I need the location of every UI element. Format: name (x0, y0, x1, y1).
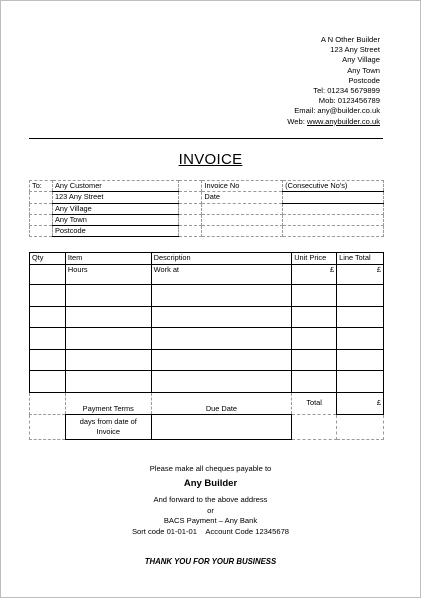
forward-line: And forward to the above address (153, 495, 268, 504)
table-row (30, 265, 384, 285)
invoice-header-table (29, 180, 384, 237)
sender-web (287, 117, 380, 127)
col-qty: Qty (30, 253, 66, 265)
empty-cell (30, 192, 53, 203)
due-date-value (151, 414, 292, 439)
spacer-cell (178, 192, 202, 203)
sender-web-link[interactable]: www.anybuilder.co.uk (306, 116, 380, 126)
bacs-line: BACS Payment – Any Bank (163, 516, 258, 525)
table-row (30, 349, 384, 371)
table-row (30, 285, 384, 307)
empty-cell (337, 414, 384, 439)
total-label: Total (292, 392, 337, 414)
qty-cell (30, 265, 66, 285)
empty-cell (202, 203, 283, 214)
sender-street: 123 Any Street (330, 45, 380, 55)
empty-cell (202, 214, 283, 225)
empty-cell (283, 214, 384, 225)
unit-price-cell: £ (292, 265, 337, 285)
empty-cell (283, 226, 384, 237)
empty-cell (30, 392, 66, 414)
or-line: or (207, 505, 214, 515)
date-label: Date (202, 192, 283, 203)
sender-tel: Tel: 01234 5679899 (313, 86, 380, 96)
col-unit-price: Unit Price (292, 253, 337, 265)
empty-cell (30, 214, 53, 225)
terms-value-row (30, 414, 384, 439)
terms-row (30, 392, 384, 414)
payment-terms-label: Payment Terms (65, 392, 151, 414)
date-value (283, 192, 384, 203)
to-label: To: (30, 181, 53, 192)
header-divider (29, 138, 383, 139)
thank-you-note: THANK YOU FOR YOUR BUSINESS (144, 557, 277, 566)
empty-cell (292, 414, 337, 439)
customer-name: Any Customer (52, 181, 178, 192)
col-description: Description (151, 253, 292, 265)
description-cell: Work at (151, 265, 292, 285)
account-code: Account Code 12345678 (205, 526, 290, 536)
sender-postcode: Postcode (348, 75, 380, 85)
customer-postcode: Postcode (52, 226, 178, 237)
sender-name: A N Other Builder (320, 35, 380, 44)
table-row (30, 306, 384, 328)
sort-code: Sort code 01-01-01 (131, 526, 197, 536)
table-row (30, 371, 384, 393)
empty-cell (30, 203, 53, 214)
customer-town: Any Town (52, 214, 178, 225)
due-date-label: Due Date (151, 392, 292, 414)
item-cell: Hours (65, 265, 151, 285)
line-total-cell: £ (337, 265, 384, 285)
spacer-cell (178, 214, 202, 225)
spacer-cell (178, 203, 202, 214)
payee-name: Any Builder (183, 477, 238, 489)
page-title: INVOICE (178, 151, 243, 168)
empty-cell (30, 226, 53, 237)
table-header-row (30, 253, 384, 265)
cheques-line: Please make all cheques payable to (149, 464, 272, 473)
sender-address (287, 35, 380, 127)
payment-instructions (1, 464, 420, 537)
line-items-table (29, 252, 384, 440)
spacer-cell (178, 181, 202, 192)
sender-town: Any Town (347, 65, 380, 75)
spacer-cell (178, 226, 202, 237)
invoice-no-label: Invoice No (202, 181, 283, 192)
customer-street: 123 Any Street (52, 192, 178, 203)
invoice-no-value: (Consecutive No's) (283, 181, 384, 192)
customer-village: Any Village (52, 203, 178, 214)
total-value: £ (337, 392, 384, 414)
col-line-total: Line Total (337, 253, 384, 265)
payment-terms-value: days from date of Invoice (65, 414, 151, 439)
sender-village: Any Village (342, 55, 380, 65)
col-item: Item (65, 253, 151, 265)
empty-cell (283, 203, 384, 214)
table-row (30, 328, 384, 350)
sender-web-label: Web: (287, 116, 307, 126)
sender-email: Email: any@builder.co.uk (294, 106, 380, 116)
empty-cell (202, 226, 283, 237)
empty-cell (30, 414, 66, 439)
sender-mob: Mob: 0123456789 (318, 96, 380, 106)
bank-details (1, 527, 420, 538)
